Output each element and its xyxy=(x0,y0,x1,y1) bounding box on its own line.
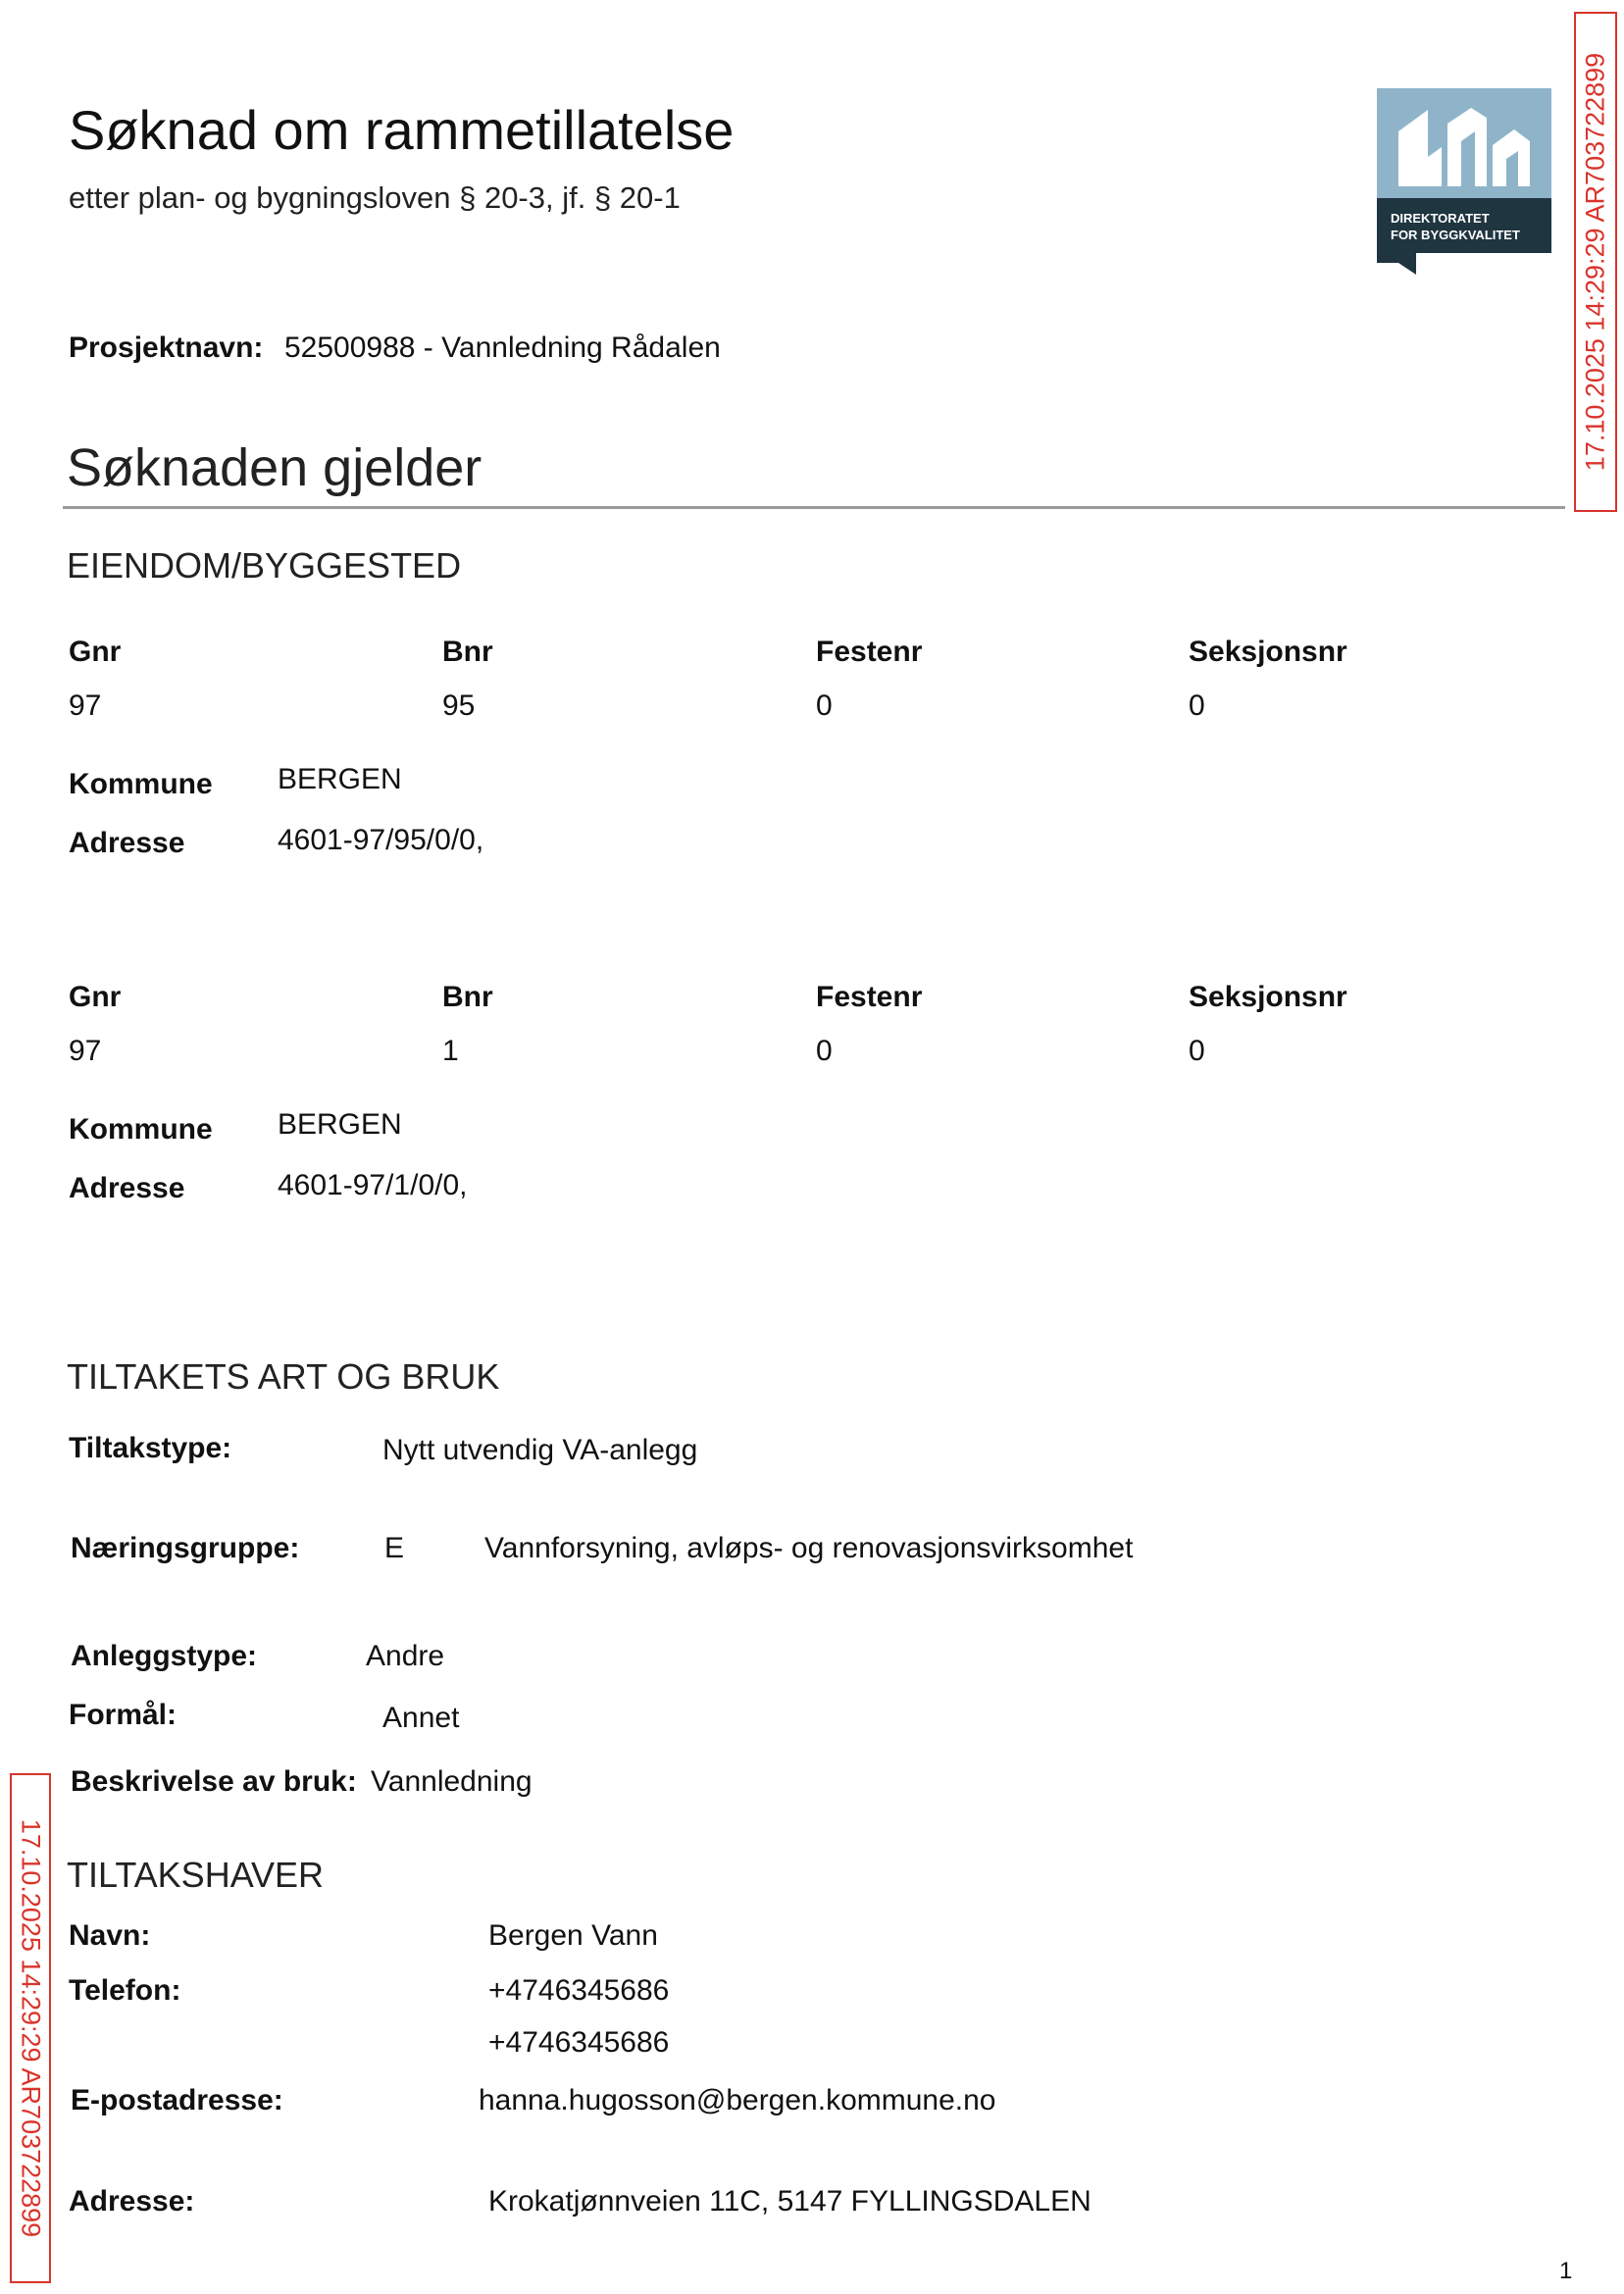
tiltak-heading: TILTAKETS ART OG BRUK xyxy=(67,1356,500,1397)
section-divider xyxy=(63,506,1565,509)
adresse-value: 4601-97/1/0/0, xyxy=(278,1169,468,1201)
festenr-value: 0 xyxy=(816,689,833,722)
bnr-label: Bnr xyxy=(442,636,493,668)
kommune-label: Kommune xyxy=(69,1113,213,1146)
beskrivelse-value: Vannledning xyxy=(371,1765,533,1798)
navn-value: Bergen Vann xyxy=(488,1919,658,1952)
bnr-value: 1 xyxy=(442,1035,459,1067)
project-value: 52500988 - Vannledning Rådalen xyxy=(284,331,721,364)
anleggstype-label: Anleggstype: xyxy=(71,1640,258,1672)
page-number: 1 xyxy=(1559,2258,1573,2284)
gnr-label: Gnr xyxy=(69,981,122,1013)
timestamp-stamp-right xyxy=(1574,12,1617,512)
svg-text:FOR BYGGKVALITET: FOR BYGGKVALITET xyxy=(1391,228,1520,242)
adresse-label: Adresse xyxy=(69,1172,185,1204)
naeringsgruppe-value: Vannforsyning, avløps- og renovasjonsvirksomhet xyxy=(484,1532,1134,1564)
stamp-text: 17.10.2025 14:29:29 AR703722899 xyxy=(1580,52,1610,472)
gnr-value: 97 xyxy=(69,1035,102,1067)
tiltakstype-label: Tiltakstype: xyxy=(69,1432,232,1464)
adresse-label: Adresse xyxy=(69,827,185,859)
adresse-value: 4601-97/95/0/0, xyxy=(278,824,484,856)
epost-value: hanna.hugosson@bergen.kommune.no xyxy=(479,2084,996,2116)
epost-label: E-postadresse: xyxy=(71,2084,283,2116)
formal-value: Annet xyxy=(382,1702,460,1734)
telefon-label: Telefon: xyxy=(69,1974,181,2007)
gnr-value: 97 xyxy=(69,689,102,722)
festenr-label: Festenr xyxy=(816,981,923,1013)
stamp-text: 17.10.2025 14:29:29 AR703722899 xyxy=(16,1818,46,2238)
tiltakshaver-heading: TILTAKSHAVER xyxy=(67,1855,325,1895)
formal-label: Formål: xyxy=(69,1699,178,1731)
naeringsgruppe-label: Næringsgruppe: xyxy=(71,1532,300,1564)
anleggstype-value: Andre xyxy=(366,1640,445,1672)
naeringsgruppe-code: E xyxy=(384,1532,405,1564)
tiltakshaver-adresse-value: Krokatjønnveien 11C, 5147 FYLLINGSDALEN xyxy=(488,2185,1091,2218)
project-label: Prosjektnavn: xyxy=(69,331,264,364)
kommune-value: BERGEN xyxy=(278,1108,402,1141)
kommune-label: Kommune xyxy=(69,768,213,800)
festenr-label: Festenr xyxy=(816,636,923,668)
svg-text:DIREKTORATET: DIREKTORATET xyxy=(1391,211,1490,226)
seksjonsnr-label: Seksjonsnr xyxy=(1189,636,1347,668)
navn-label: Navn: xyxy=(69,1919,151,1952)
section-title: Søknaden gjelder xyxy=(67,438,482,497)
festenr-value: 0 xyxy=(816,1035,833,1067)
timestamp-stamp-left xyxy=(10,1773,51,2283)
property-heading: EIENDOM/BYGGESTED xyxy=(67,545,462,586)
seksjonsnr-label: Seksjonsnr xyxy=(1189,981,1347,1013)
gnr-label: Gnr xyxy=(69,636,122,668)
bnr-value: 95 xyxy=(442,689,476,722)
document-subtitle: etter plan- og bygningsloven § 20-3, jf. § 20-1 xyxy=(69,180,681,215)
seksjonsnr-value: 0 xyxy=(1189,1035,1205,1067)
seksjonsnr-value: 0 xyxy=(1189,689,1205,722)
building-logo-icon xyxy=(1377,88,1551,275)
bnr-label: Bnr xyxy=(442,981,493,1013)
tiltakshaver-adresse-label: Adresse: xyxy=(69,2185,195,2218)
document-title: Søknad om rammetillatelse xyxy=(69,99,735,161)
beskrivelse-label: Beskrivelse av bruk: xyxy=(71,1765,357,1798)
tiltakstype-value: Nytt utvendig VA-anlegg xyxy=(382,1434,698,1466)
dibk-logo xyxy=(1377,88,1551,275)
telefon-value: +4746345686 xyxy=(488,1974,670,2007)
telefon-value: +4746345686 xyxy=(488,2026,670,2059)
kommune-value: BERGEN xyxy=(278,763,402,795)
